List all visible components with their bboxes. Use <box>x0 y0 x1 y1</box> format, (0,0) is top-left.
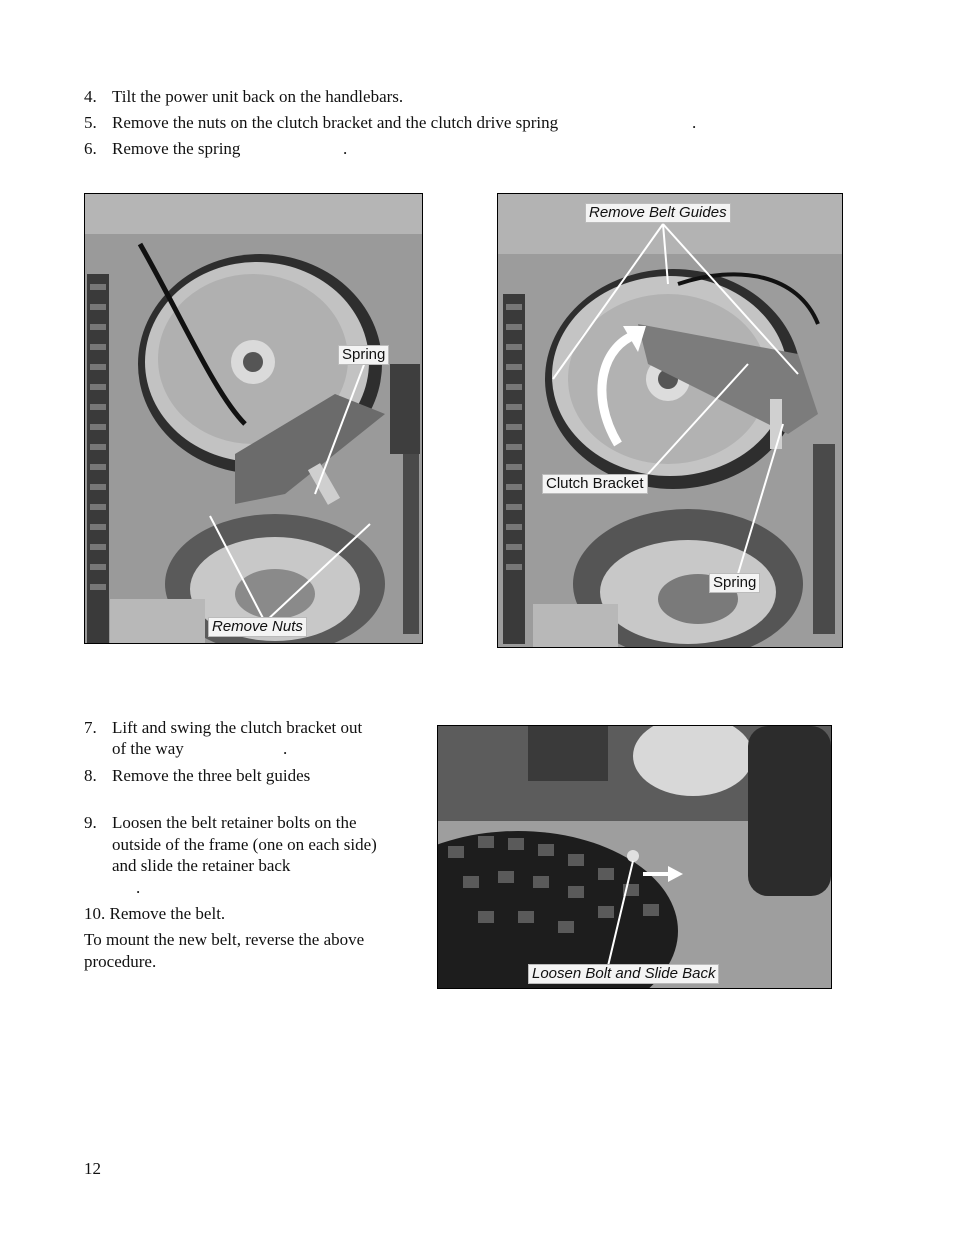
step-6-period: . <box>343 139 348 158</box>
step-9-line-1: Loosen the belt retainer bolts on the <box>112 813 357 832</box>
step-9-period: . <box>136 878 141 897</box>
step-5-number: 5. <box>84 113 97 132</box>
loosen-bolt-label: Loosen Bolt and Slide Back <box>528 964 719 984</box>
step-6-number: 6. <box>84 139 97 158</box>
step-9-line-3: and slide the retainer back <box>112 856 291 875</box>
clutch-nuts-photo <box>84 193 423 644</box>
belt-retainer-photo <box>437 725 832 989</box>
remove-nuts-label: Remove Nuts <box>208 617 307 637</box>
mount-instructions-line-2: procedure. <box>84 952 157 971</box>
step-7-line-2: of the way <box>112 739 184 758</box>
clutch-bracket-label: Clutch Bracket <box>542 474 648 494</box>
remove-belt-guides-label: Remove Belt Guides <box>585 203 731 223</box>
step-5-period: . <box>692 113 697 132</box>
step-9-line-2: outside of the frame (one on each side) <box>112 835 377 854</box>
mount-instructions-line-1: To mount the new belt, reverse the above <box>84 930 365 949</box>
belt-guides-photo <box>497 193 843 648</box>
step-8-line-1: Remove the three belt guides <box>112 766 311 785</box>
step-4-text: Tilt the power unit back on the handlebars. <box>112 87 404 106</box>
step-8-number: 8. <box>84 766 97 785</box>
step-6-text: Remove the spring <box>112 139 241 158</box>
step-10-text: 10. Remove the belt. <box>84 904 226 923</box>
spring-label: Spring <box>338 345 389 365</box>
page-number: 12 <box>84 1159 101 1178</box>
spring-label-right: Spring <box>709 573 760 593</box>
step-7-line-1: Lift and swing the clutch bracket out <box>112 718 363 737</box>
step-4-number: 4. <box>84 87 97 106</box>
step-9-number: 9. <box>84 813 97 832</box>
step-7-period: . <box>283 739 288 758</box>
step-5-text: Remove the nuts on the clutch bracket and the clutch drive spring <box>112 113 559 132</box>
step-7-number: 7. <box>84 718 97 737</box>
